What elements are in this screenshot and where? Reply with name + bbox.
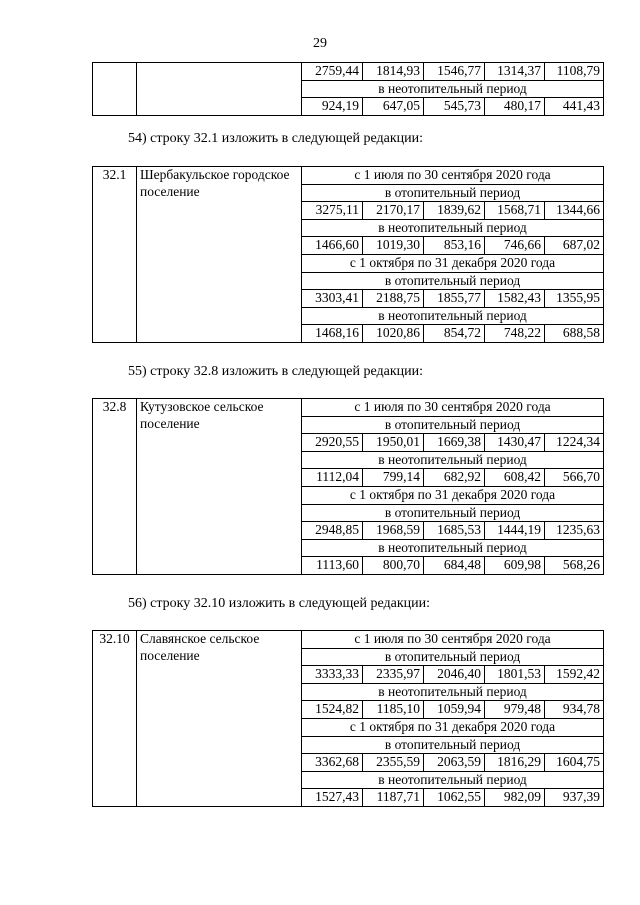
period-label: в отопительный период (302, 272, 604, 290)
value-cell: 1224,34 (545, 434, 604, 452)
code-cell (93, 63, 137, 116)
tariff-table (92, 398, 604, 575)
value-cell: 2046,40 (424, 666, 485, 684)
name-cell: Славянское сельское поселение (137, 631, 302, 807)
value-cell: 1855,77 (424, 290, 485, 308)
period-label: в неотопительный период (302, 80, 604, 98)
value-cell: 1524,82 (302, 701, 363, 719)
code-cell: 32.8 (93, 399, 137, 575)
value-cell: 1355,95 (545, 290, 604, 308)
value-cell: 853,16 (424, 237, 485, 255)
value-cell: 2355,59 (363, 754, 424, 772)
period-label: в отопительный период (302, 184, 604, 202)
value-cell: 3362,68 (302, 754, 363, 772)
value-cell: 3275,11 (302, 202, 363, 220)
value-cell: 682,92 (424, 469, 485, 487)
value-cell: 1187,71 (363, 789, 424, 807)
value-cell: 684,48 (424, 557, 485, 575)
value-cell: 1546,77 (424, 63, 485, 81)
table-row (93, 399, 604, 417)
value-cell: 2335,97 (363, 666, 424, 684)
page-number: 29 (313, 36, 327, 51)
value-cell: 934,78 (545, 701, 604, 719)
value-cell: 566,70 (545, 469, 604, 487)
value-cell: 1582,43 (485, 290, 545, 308)
value-cell: 687,02 (545, 237, 604, 255)
value-cell: 1801,53 (485, 666, 545, 684)
value-cell: 854,72 (424, 325, 485, 343)
value-cell: 1816,29 (485, 754, 545, 772)
value-cell: 937,39 (545, 789, 604, 807)
value-cell: 924,19 (302, 98, 363, 116)
period-label: с 1 июля по 30 сентября 2020 года (302, 399, 604, 417)
value-cell: 1468,16 (302, 325, 363, 343)
value-cell: 1235,63 (545, 522, 604, 540)
value-cell: 1185,10 (363, 701, 424, 719)
period-label: в отопительный период (302, 648, 604, 666)
table-row (93, 631, 604, 649)
value-cell: 1592,42 (545, 666, 604, 684)
table-row (93, 167, 604, 185)
value-cell: 1020,86 (363, 325, 424, 343)
value-cell: 609,98 (485, 557, 545, 575)
value-cell: 1604,75 (545, 754, 604, 772)
code-cell: 32.10 (93, 631, 137, 807)
value-cell: 608,42 (485, 469, 545, 487)
value-cell: 799,14 (363, 469, 424, 487)
value-cell: 1527,43 (302, 789, 363, 807)
tariff-table (92, 630, 604, 807)
instruction-paragraph: 55) строку 32.8 изложить в следующей редакции: (128, 364, 424, 379)
value-cell: 545,73 (424, 98, 485, 116)
value-cell: 1685,53 (424, 522, 485, 540)
value-cell: 2948,85 (302, 522, 363, 540)
code-cell: 32.1 (93, 167, 137, 343)
tariff-table (92, 166, 604, 343)
value-cell: 1113,60 (302, 557, 363, 575)
value-cell: 982,09 (485, 789, 545, 807)
value-cell: 1444,19 (485, 522, 545, 540)
value-cell: 2170,17 (363, 202, 424, 220)
value-cell: 2759,44 (302, 63, 363, 81)
instruction-paragraph: 56) строку 32.10 изложить в следующей редакции: (128, 596, 431, 611)
continuation-table (92, 62, 604, 116)
value-cell: 441,43 (545, 98, 604, 116)
value-cell: 647,05 (363, 98, 424, 116)
value-cell: 1568,71 (485, 202, 545, 220)
value-cell: 1430,47 (485, 434, 545, 452)
value-cell: 1019,30 (363, 237, 424, 255)
value-cell: 1112,04 (302, 469, 363, 487)
period-label: в неотопительный период (302, 539, 604, 557)
value-cell: 2920,55 (302, 434, 363, 452)
value-cell: 1814,93 (363, 63, 424, 81)
period-label: с 1 октября по 31 декабря 2020 года (302, 254, 604, 272)
value-cell: 1968,59 (363, 522, 424, 540)
period-label: в неотопительный период (302, 683, 604, 701)
value-cell: 1314,37 (485, 63, 545, 81)
value-cell: 3303,41 (302, 290, 363, 308)
name-cell: Шербакульское городское поселение (137, 167, 302, 343)
value-cell: 800,70 (363, 557, 424, 575)
value-cell: 688,58 (545, 325, 604, 343)
period-label: в отопительный период (302, 736, 604, 754)
period-label: в неотопительный период (302, 219, 604, 237)
value-cell: 1839,62 (424, 202, 485, 220)
table-row (93, 63, 604, 81)
period-label: с 1 июля по 30 сентября 2020 года (302, 167, 604, 185)
value-cell: 746,66 (485, 237, 545, 255)
name-cell (137, 63, 302, 116)
value-cell: 568,26 (545, 557, 604, 575)
value-cell: 1950,01 (363, 434, 424, 452)
value-cell: 1466,60 (302, 237, 363, 255)
period-label: в неотопительный период (302, 771, 604, 789)
period-label: в отопительный период (302, 504, 604, 522)
period-label: в неотопительный период (302, 451, 604, 469)
value-cell: 1344,66 (545, 202, 604, 220)
period-label: в неотопительный период (302, 307, 604, 325)
period-label: с 1 октября по 31 декабря 2020 года (302, 486, 604, 504)
period-label: с 1 июля по 30 сентября 2020 года (302, 631, 604, 649)
value-cell: 1108,79 (545, 63, 604, 81)
period-label: с 1 октября по 31 декабря 2020 года (302, 718, 604, 736)
value-cell: 3333,33 (302, 666, 363, 684)
period-label: в отопительный период (302, 416, 604, 434)
value-cell: 979,48 (485, 701, 545, 719)
name-cell: Кутузовское сельское поселение (137, 399, 302, 575)
instruction-paragraph: 54) строку 32.1 изложить в следующей редакции: (128, 131, 424, 146)
value-cell: 1059,94 (424, 701, 485, 719)
value-cell: 748,22 (485, 325, 545, 343)
value-cell: 2063,59 (424, 754, 485, 772)
value-cell: 480,17 (485, 98, 545, 116)
value-cell: 2188,75 (363, 290, 424, 308)
value-cell: 1669,38 (424, 434, 485, 452)
value-cell: 1062,55 (424, 789, 485, 807)
